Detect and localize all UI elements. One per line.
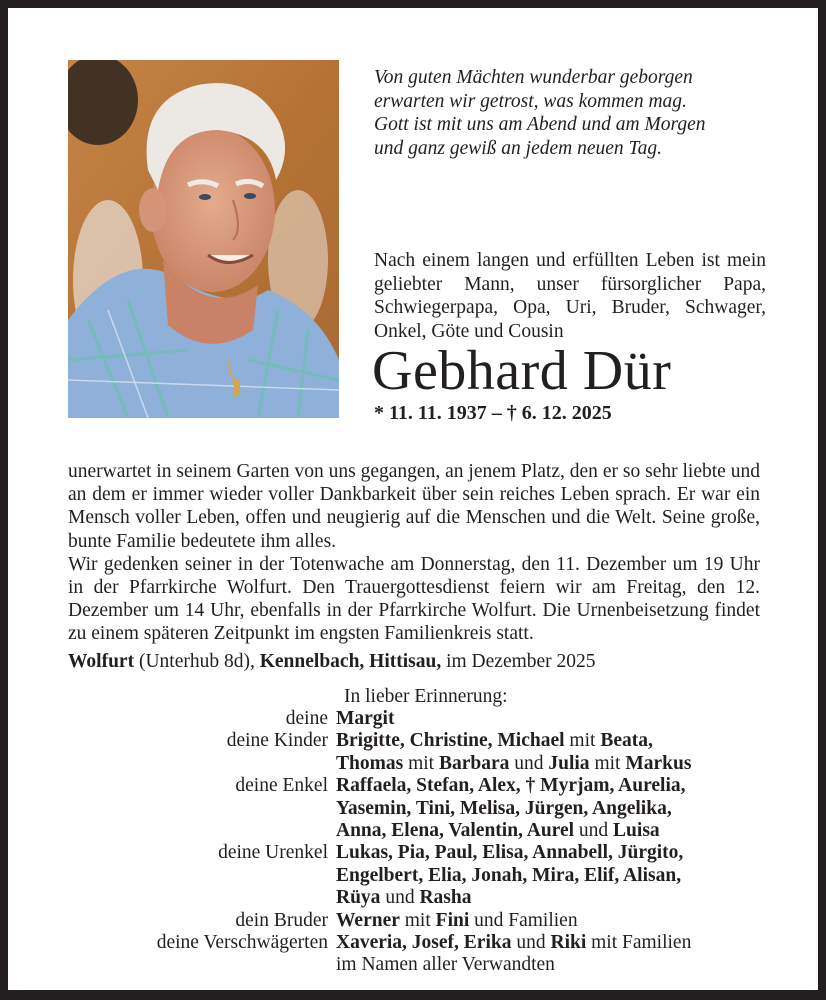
obituary-body xyxy=(68,460,760,646)
poem-quote xyxy=(374,66,774,160)
mourner-row xyxy=(8,730,808,775)
mourner-names: Raffaela, Stefan, Alex, † Myrjam, Aurelia, Yasemin, Tini, Melisa, Jürgen, Angelika, Anna, Elena, Valentin, Aurel und Luisa xyxy=(336,775,686,842)
life-dates: * 11. 11. 1937 – † 6. 12. 2025 xyxy=(374,402,612,424)
mourner-relation: deine xyxy=(285,708,328,729)
place-date-line xyxy=(68,650,596,674)
mourner-row xyxy=(8,775,808,842)
mourner-row xyxy=(8,842,808,909)
mourner-names: Brigitte, Christine, Michael mit Beata, Thomas mit Barbara und Julia mit Markus xyxy=(336,730,692,774)
mourner-names: Margit xyxy=(336,708,395,729)
mourner-relation: deine Kinder xyxy=(226,730,328,752)
body-paragraph: unerwartet in seinem Garten von uns gegangen, an jenem Platz, den er so sehr liebte und an dem er immer wieder voller Dankbarkeit über sein reiches Leben sprach. Er war ein Mensch voller Leben, offen und neugierig auf die Menschen und die Welt. Seine große, bunte Familie bedeutete ihm alles. xyxy=(68,461,760,552)
mourners-list xyxy=(8,708,808,977)
mourner-relation: deine Urenkel xyxy=(218,842,328,864)
mourner-names: Lukas, Pia, Paul, Elisa, Annabell, Jürgito, Engelbert, Elia, Jonah, Mira, Elif, Alisan, Rüya und Rasha xyxy=(336,842,684,909)
mourner-row xyxy=(8,910,808,932)
mourner-relation: deine Verschwägerten xyxy=(156,932,328,954)
place-towns: Kennelbach, Hittisau, xyxy=(259,651,442,672)
mourner-row xyxy=(8,932,808,954)
place-town: Wolfurt xyxy=(68,651,135,672)
place-address: (Unterhub 8d), xyxy=(134,651,260,672)
obituary-card xyxy=(8,8,818,990)
poem-line: erwarten wir getrost, was kommen mag. xyxy=(374,90,687,112)
poem-line: Gott ist mit uns am Abend und am Morgen xyxy=(374,114,706,135)
deceased-name: Gebhard Dür xyxy=(372,340,672,402)
mourner-relation xyxy=(8,954,336,976)
poem-line: und ganz gewiß an jedem neuen Tag. xyxy=(374,137,662,159)
intro-text: Nach einem langen und erfüllten Leben ist mein geliebter Mann, unser fürsorglicher Papa, Schwiegerpapa, Opa, Uri, Bruder, Schwager, Onkel, Göte und Cousin xyxy=(374,250,766,342)
portrait-image xyxy=(68,60,339,418)
poem-line: Von guten Mächten wunderbar geborgen xyxy=(374,67,693,88)
mourner-names: Xaveria, Josef, Erika und Riki mit Familien xyxy=(336,932,692,954)
memorial-heading: In lieber Erinnerung: xyxy=(344,686,508,707)
mourner-relation: deine Enkel xyxy=(235,775,328,797)
mourner-names: Werner mit Fini und Familien xyxy=(336,909,578,931)
mourner-names: im Namen aller Verwandten xyxy=(336,954,555,976)
mourner-row xyxy=(8,954,808,976)
body-paragraph: Wir gedenken seiner in der Totenwache am Donnerstag, den 11. Dezember um 19 Uhr in der Pfarrkirche Wolfurt. Den Trauergottesdienst feiern wir am Freitag, den 12. Dezember um 14 Uhr, ebenfalls in der Pfarrkirche Wolfurt. Die Urnenbeisetzung findet zu einem späteren Zeitpunkt im engsten Familienkreis statt. xyxy=(68,553,760,645)
mourner-row xyxy=(8,708,808,730)
portrait-photo xyxy=(68,60,339,418)
place-date: im Dezember 2025 xyxy=(441,651,596,672)
mourner-relation: dein Bruder xyxy=(235,909,328,931)
